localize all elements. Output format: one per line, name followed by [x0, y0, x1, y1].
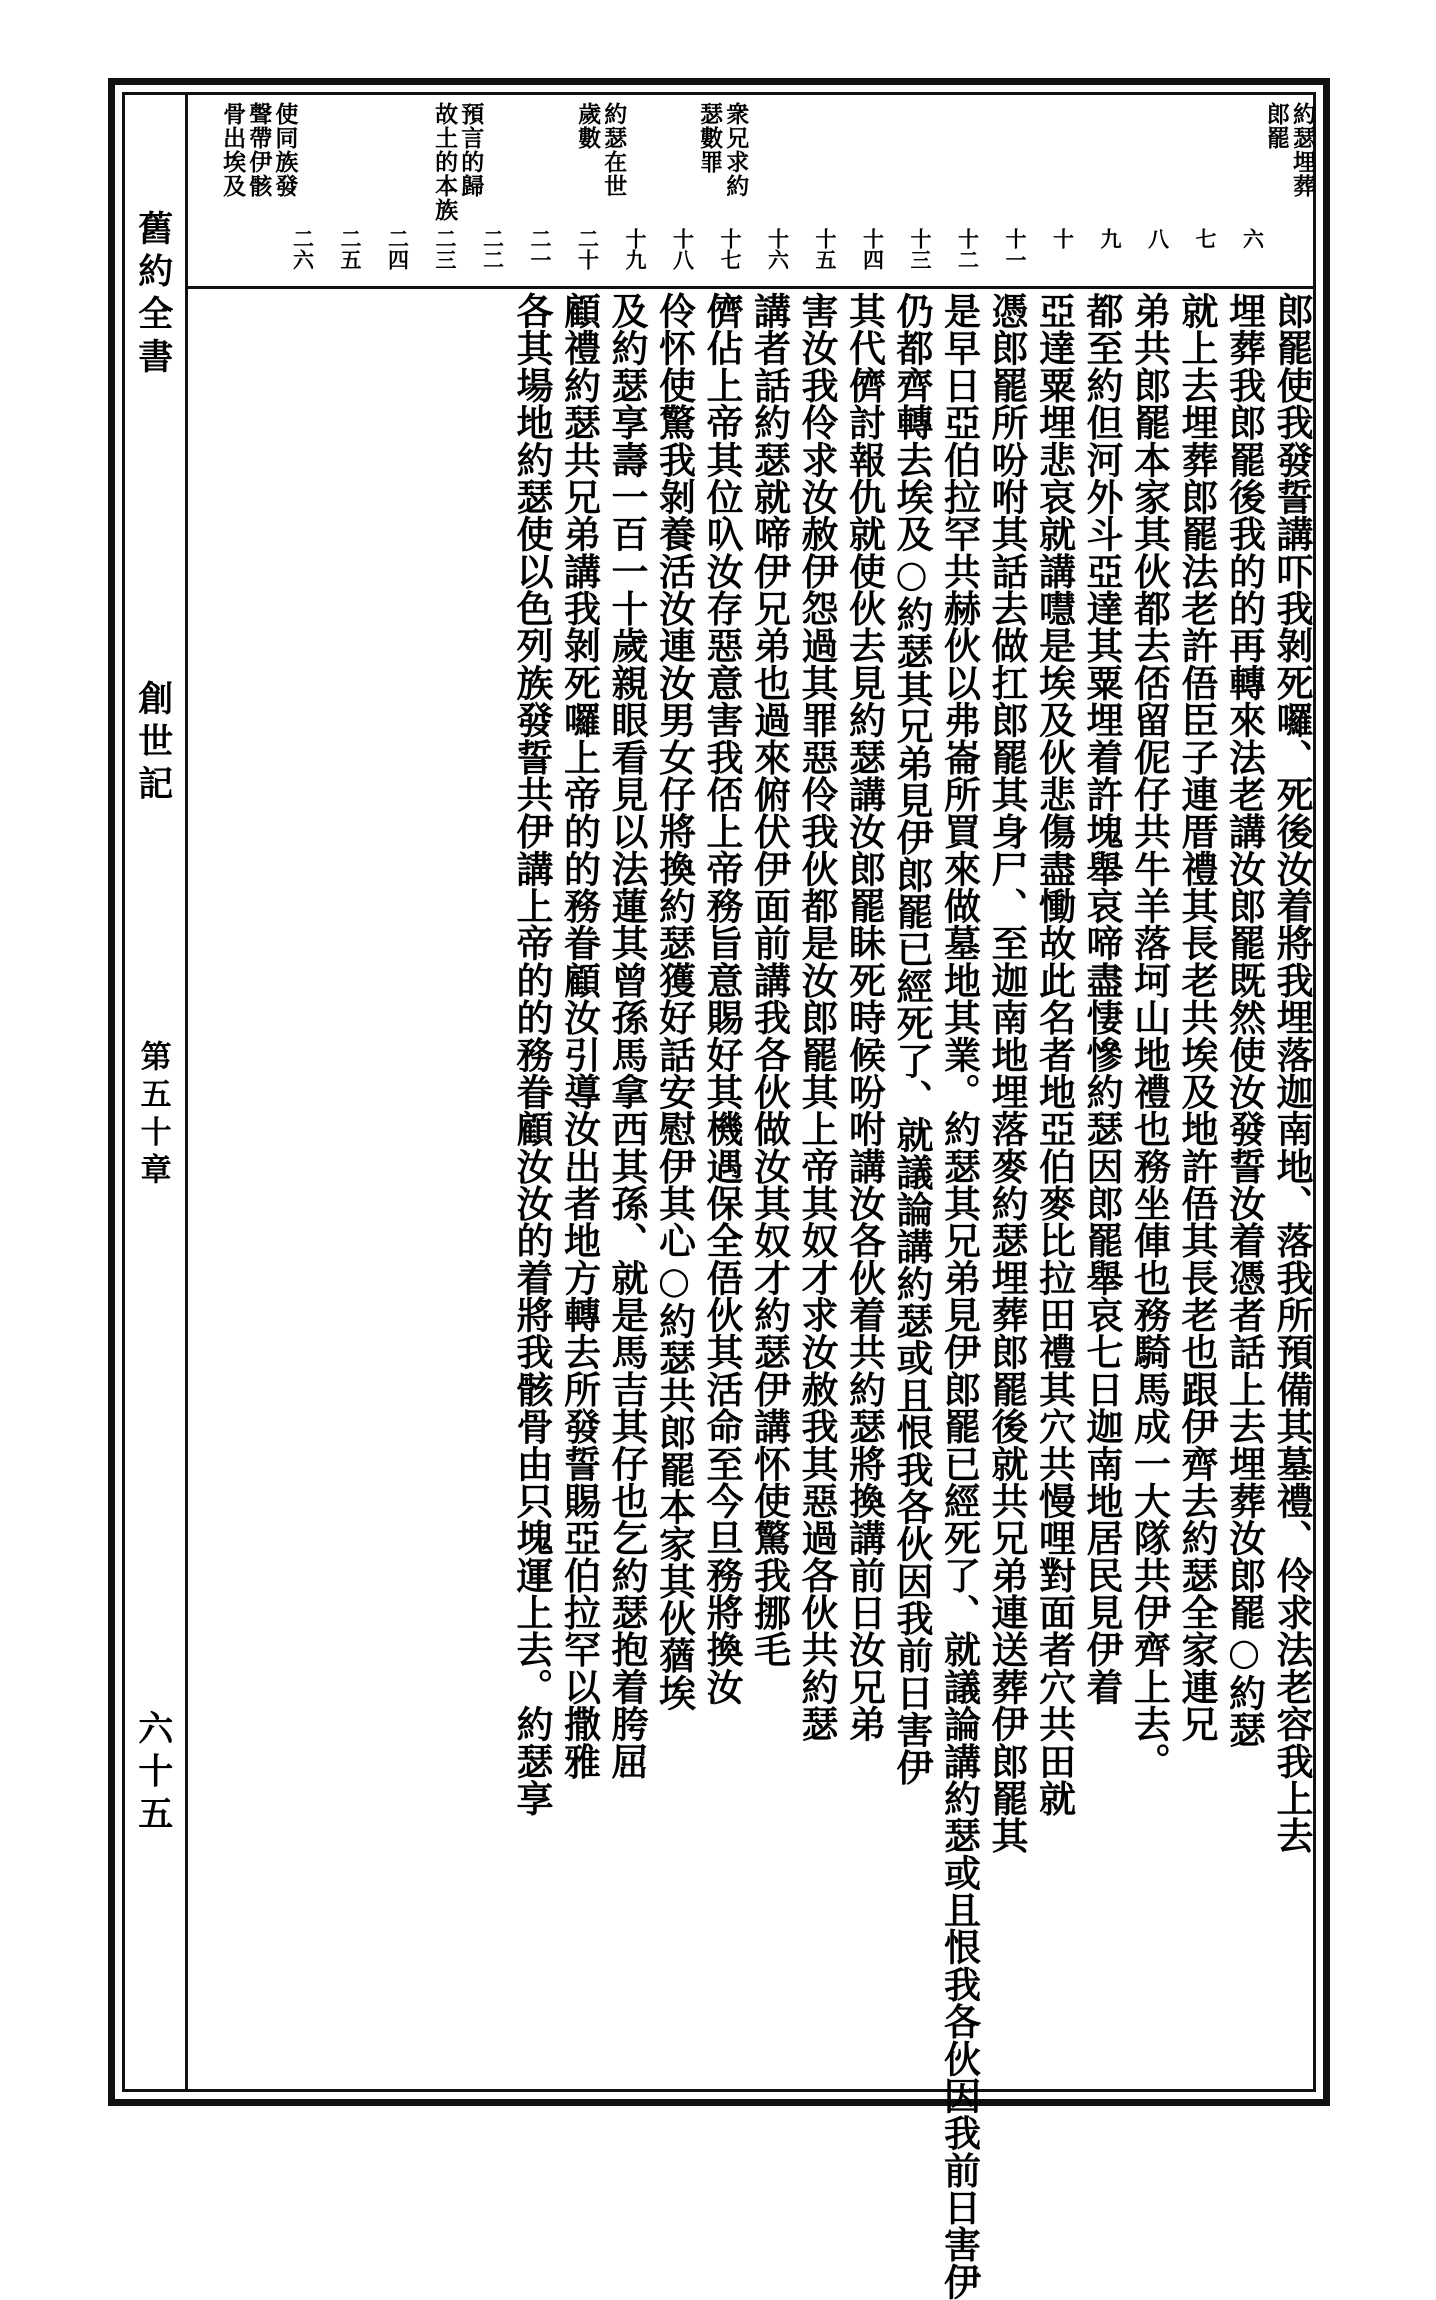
verse-number-slot [792, 228, 840, 284]
verse-number-slot [554, 228, 602, 284]
book-title: 舊約全書 [132, 210, 173, 381]
verse-number: 十二 [955, 228, 980, 271]
verse-number-slot [1267, 228, 1315, 284]
verse-number: 二六 [290, 228, 315, 271]
verse-number-slot [887, 228, 935, 284]
text-line: 就上去埋葬郎罷法老許俉臣子連厝禮其長老共埃及地許俉其長老也跟伊齊去約瑟全家連兄 [1175, 292, 1218, 1743]
text-line: 埋葬我郎罷後我的的再轉來法老講汝郎罷既然使汝發誓汝着憑者話上去埋葬汝郎罷○約瑟 [1222, 292, 1266, 1749]
verse-number-band [190, 228, 1314, 284]
running-head-divider [188, 286, 1313, 289]
running-head-1 [695, 102, 747, 198]
text-line: 郎罷使我發誓講吓我剝死囉、死後汝着將我埋落迦南地、落我所預備其墓禮、伶求法老容我上去 [1270, 292, 1313, 1854]
page-number: 六十五 [132, 1710, 173, 1839]
verse-number-slot [1077, 228, 1125, 284]
running-head-4-line-1: 聲帶伊骸 [245, 102, 272, 198]
running-head-2-line-1: 歲數 [574, 102, 601, 150]
verse-number-slot [839, 228, 887, 284]
verse-number-slot [269, 228, 317, 284]
verse-number: 二四 [385, 228, 410, 271]
verse-number: 十七 [718, 228, 742, 271]
running-head-3-line-0: 預言的歸 [457, 102, 484, 198]
running-head-4 [218, 102, 296, 198]
text-line: 講者話約瑟就啼伊兄弟也過來俯伏伊面前講我各伙做汝其奴才約瑟伊講怀使驚我挪毛 [747, 292, 791, 1668]
running-head-4-line-0: 使同族發 [271, 102, 298, 198]
book-name: 創世記 [132, 680, 173, 809]
running-head-0-line-0: 約瑟埋葬 [1289, 102, 1315, 198]
text-line: 都至約但河外斗亞達其粟埋着許塊舉哀啼盡悽慘約瑟因郎罷舉哀七日迦南地居民見伊着 [1080, 292, 1123, 1706]
text-column [1267, 292, 1315, 2086]
text-line: 各其場地約瑟使以色列族發誓共伊講上帝的的務眷顧汝汝的着將我骸骨由只塊運上去。約瑟享 [510, 292, 553, 1817]
text-column [1029, 292, 1077, 2086]
text-line: 憑郎罷所吩咐其話去做扛郎罷其身尸、至迦南地埋落麥約瑟埋葬郎罷後就共兄弟連送葬伊郎罷其 [985, 292, 1028, 1854]
text-column [934, 292, 982, 2300]
text-line: 仍都齊轉去埃及○約瑟其兄弟見伊郎罷已經死了、就議論講約瑟或且恨我各伙因我前日害伊 [890, 292, 933, 1786]
verse-number: 八 [1145, 228, 1170, 250]
spine-column [128, 210, 182, 1910]
verse-number: 九 [1098, 228, 1122, 250]
text-column [887, 292, 935, 2086]
verse-number: 七 [1193, 228, 1217, 250]
verse-number: 十八 [670, 228, 695, 271]
running-head-4-line-2: 骨出埃及 [219, 102, 246, 198]
spine-divider [185, 95, 188, 2089]
verse-number: 二十 [575, 228, 600, 271]
verse-number: 二二 [480, 228, 505, 271]
text-line: 亞達粟埋悲哀就講嚖是埃及伙悲傷盡慟故此名者地亞伯麥比拉田禮其穴共慢哩對面者穴共田就 [1032, 292, 1076, 1817]
verse-number-slot [934, 228, 982, 284]
verse-number-slot [1172, 228, 1220, 284]
verse-number-slot [602, 228, 650, 284]
text-line: 其代儕討報仇就使伙去見約瑟講汝郎罷眛死時候吩咐講汝各伙着共約瑟將換講前日汝兄弟 [842, 292, 886, 1743]
verse-number: 十四 [860, 228, 885, 271]
verse-number: 十一 [1003, 228, 1027, 271]
text-column [602, 292, 650, 2086]
running-head-0-line-1: 郎罷 [1262, 102, 1289, 150]
verse-number-slot [1124, 228, 1172, 284]
verse-number: 十三 [908, 228, 932, 271]
text-column [1077, 292, 1125, 2086]
verse-number: 十六 [765, 228, 790, 271]
text-column [1172, 292, 1220, 2086]
text-column [1124, 292, 1172, 2086]
text-line: 伶怀使驚我剝養活汝連汝男女仔將換約瑟獲好話安慰伊其心○約瑟共郎罷本家其伙蕕埃 [652, 292, 696, 1712]
verse-number-slot [649, 228, 697, 284]
verse-number-slot [317, 228, 365, 284]
text-line: 顧禮約瑟共兄弟講我剝死囉上帝的的務眷顧汝引導汝出者地方轉去所發誓賜亞伯拉罕以撒雅 [557, 292, 601, 1780]
text-column [507, 292, 555, 2086]
chapter-label: 第五十章 [134, 1040, 171, 1192]
text-line: 害汝我伶求汝赦伊怨過其罪惡伶我伙都是汝郎罷其上帝其奴才求汝赦我其惡過各伙共約瑟 [795, 292, 838, 1743]
text-column [697, 292, 745, 2086]
verse-number-slot [1219, 228, 1267, 284]
text-column [649, 292, 697, 2086]
text-column [839, 292, 887, 2086]
verse-number: 二三 [433, 228, 457, 271]
running-head-3 [430, 102, 482, 222]
scripture-text-block [190, 292, 1314, 2300]
text-line: 弟共郎罷本家其伙都去俖留伲仔共牛羊落坷山地禮也務坐俥也務騎馬成一大隊共伊齊上去。 [1127, 292, 1171, 1780]
running-head-0 [1262, 102, 1314, 198]
verse-number-slot [364, 228, 412, 284]
running-head-1-line-1: 瑟數罪 [696, 102, 723, 174]
verse-number: 十五 [813, 228, 837, 271]
text-column [1219, 292, 1267, 2086]
text-line: 儕佔上帝其位叺汝存惡意害我俖上帝務旨意賜好其機遇保全俉伙其活命至今旦務將換汝 [700, 292, 743, 1706]
verse-number: 十九 [623, 228, 647, 271]
running-head-2 [573, 102, 625, 198]
text-column [982, 292, 1030, 2086]
verse-number-slot [982, 228, 1030, 284]
verse-number: 十 [1050, 228, 1075, 250]
verse-number-slot [459, 228, 507, 284]
text-column [554, 292, 602, 2086]
verse-number-slot [507, 228, 555, 284]
verse-number-slot [744, 228, 792, 284]
text-line: 及約瑟享壽一百一十歲親眼看見以法蓮其曾孫馬拿西其孫、就是馬吉其仔也乞約瑟抱着胯屈 [605, 292, 648, 1780]
text-column [792, 292, 840, 2086]
verse-number-slot [412, 228, 460, 284]
text-column [744, 292, 792, 2086]
running-head-1-line-0: 衆兄求約 [722, 102, 749, 198]
verse-number: 二五 [338, 228, 362, 271]
text-line: 是早日亞伯拉罕共赫伙以弗崙所買來做墓地其業。約瑟其兄弟見伊郎罷已經死了、就議論講約瑟或且恨我各伙因我前日害伊 [937, 292, 981, 2300]
running-head-3-line-1: 故土的本族 [431, 102, 458, 222]
verse-number: 二一 [528, 228, 552, 271]
verse-number: 六 [1240, 228, 1265, 250]
verse-number-slot [697, 228, 745, 284]
verse-number-slot [1029, 228, 1077, 284]
running-head-2-line-0: 約瑟在世 [600, 102, 627, 198]
